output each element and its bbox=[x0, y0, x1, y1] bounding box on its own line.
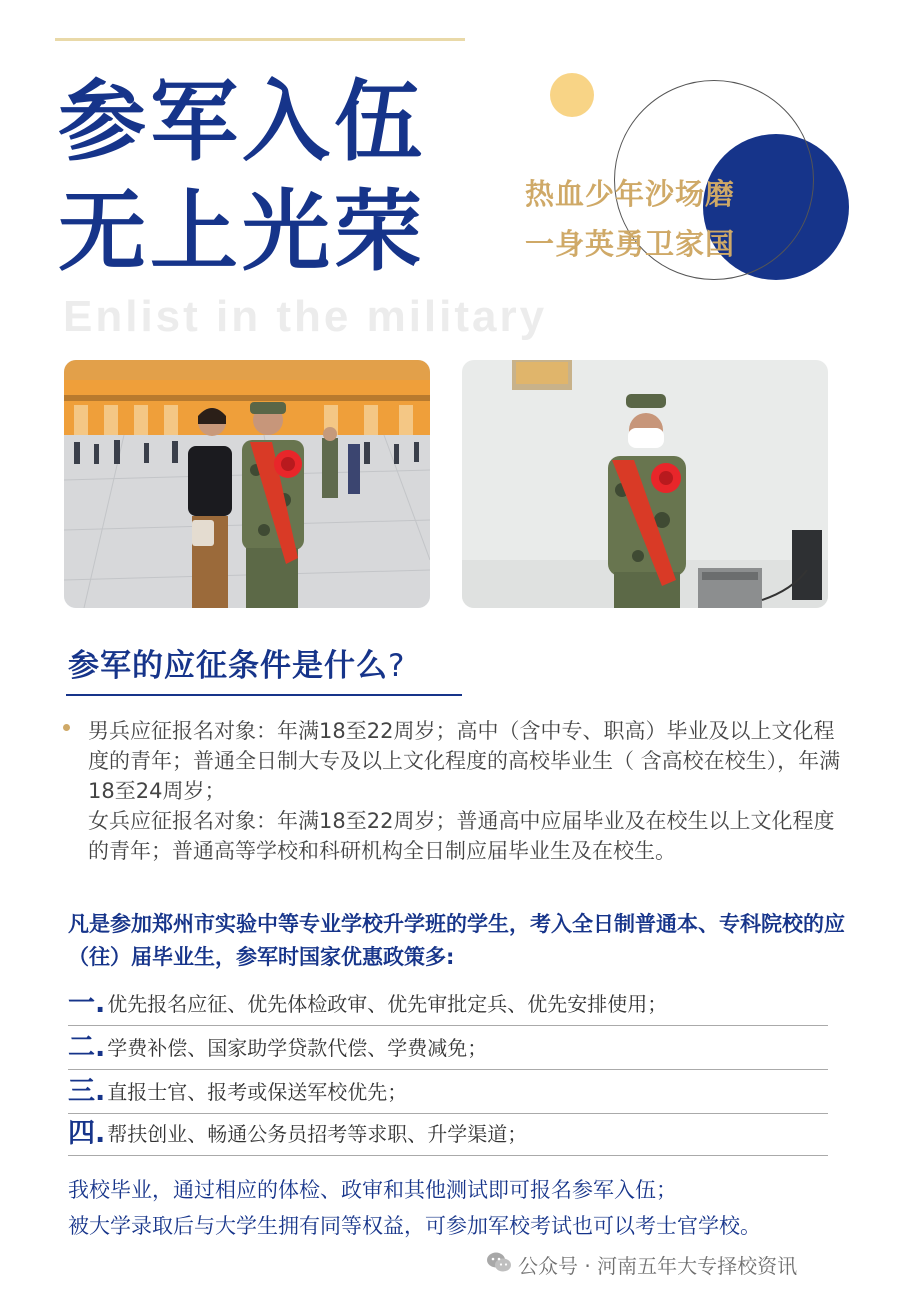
gold-circle-decoration bbox=[550, 73, 594, 117]
section-title bbox=[68, 640, 405, 685]
photo-recruit-indoors bbox=[462, 360, 828, 608]
watermark-text: 公众号 · 河南五年大专择校资讯 bbox=[518, 1254, 798, 1278]
benefit-item bbox=[68, 1114, 828, 1156]
closing-text bbox=[68, 1172, 848, 1244]
closing-line2: 被大学录取后与大学生拥有同等权益，可参加军校考试也可以考士官学校。 bbox=[68, 1214, 761, 1238]
section-title-text: 参军的应征条件是什么 bbox=[68, 648, 388, 684]
section-underline bbox=[66, 694, 462, 696]
english-subtitle: Enlist in the military bbox=[63, 292, 548, 341]
male-conditions: 男兵应征报名对象：年满18至22周岁；高中（含中专、职高）毕业及以上文化程度的青年；普通全日制大专及以上文化程度的高校毕业生（ 含高校在校生），年满18至24周岁； bbox=[88, 719, 841, 803]
benefit-text: 学费补偿、国家助学贷款代偿、学费减免； bbox=[107, 1036, 488, 1060]
main-title-line1: 参军入伍 bbox=[58, 70, 427, 173]
slogan-line1: 热血少年沙场磨 bbox=[525, 177, 736, 211]
benefit-item bbox=[68, 1028, 828, 1070]
enlistment-conditions bbox=[88, 716, 848, 866]
benefit-text: 优先报名应征、优先体检政审、优先审批定兵、优先安排使用； bbox=[107, 992, 668, 1016]
benefit-number: 三. bbox=[68, 1076, 106, 1107]
top-divider-line bbox=[55, 38, 465, 41]
female-conditions: 女兵应征报名对象：年满18至22周岁；普通高中应届毕业及在校生以上文化程度的青年；普通高等学校和科研机构全日制应届毕业生及在校生。 bbox=[88, 809, 835, 863]
benefit-text: 帮扶创业、畅通公务员招考等求职、升学渠道； bbox=[107, 1122, 528, 1146]
benefit-item bbox=[68, 984, 828, 1026]
benefit-number: 一. bbox=[68, 988, 106, 1019]
closing-line1: 我校毕业，通过相应的体检、政审和其他测试即可报名参军入伍； bbox=[68, 1178, 677, 1202]
benefit-number: 四. bbox=[68, 1118, 106, 1149]
slogan-line2: 一身英勇卫家国 bbox=[525, 227, 736, 261]
section-title-question-mark: ? bbox=[388, 648, 406, 684]
wechat-icon bbox=[486, 1251, 512, 1278]
benefit-text: 直报士官、报考或保送军校优先； bbox=[107, 1080, 408, 1104]
policy-intro: 凡是参加郑州市实验中等专业学校升学班的学生，考入全日制普通本、专科院校的应（往）届毕业生，参军时国家优惠政策多: bbox=[68, 912, 845, 969]
photo-recruit-with-mother bbox=[64, 360, 430, 608]
wechat-watermark bbox=[486, 1250, 797, 1279]
main-title-line2: 无上光荣 bbox=[58, 180, 427, 283]
bullet-dot bbox=[63, 724, 70, 731]
benefit-number: 二. bbox=[68, 1032, 106, 1063]
benefit-item bbox=[68, 1072, 828, 1114]
